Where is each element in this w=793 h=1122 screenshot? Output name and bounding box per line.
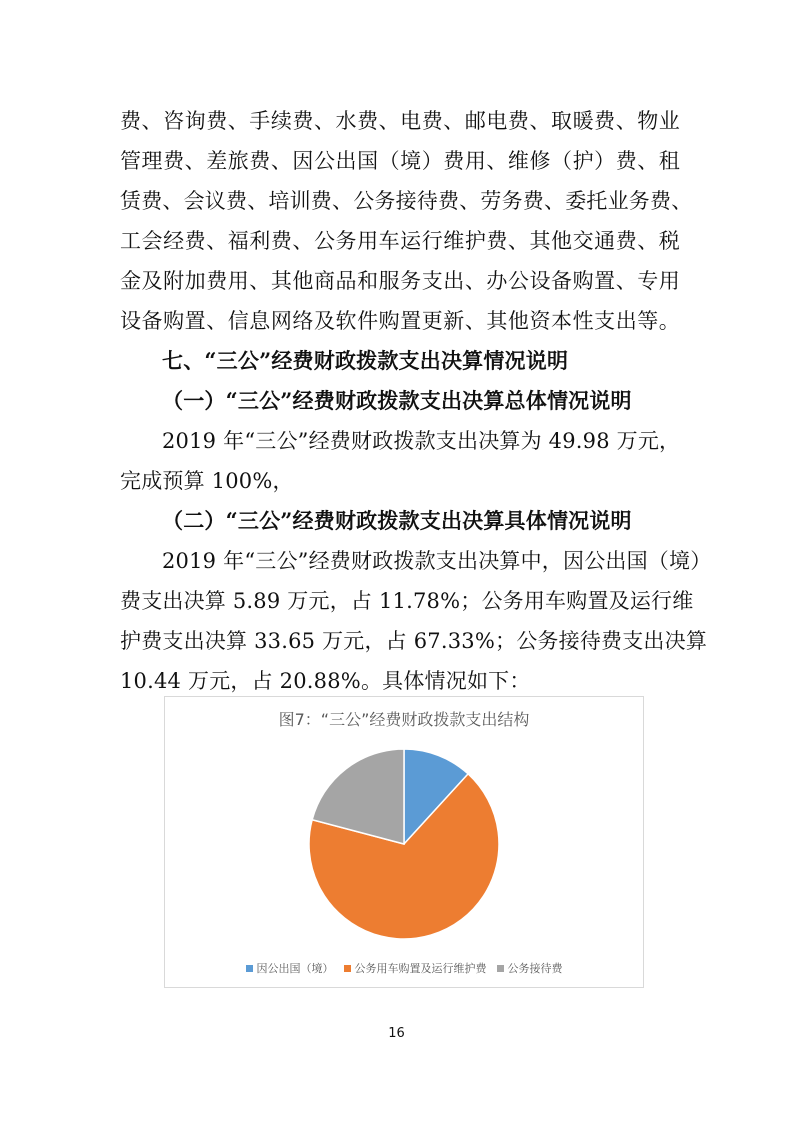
body-text-line: 2019 年“三公”经费财政拨款支出决算中，因公出国（境）: [162, 549, 712, 573]
body-text-line: 管理费、差旅费、因公出国（境）费用、维修（护）费、租: [120, 149, 680, 173]
body-text-line: 设备购置、信息网络及软件购置更新、其他资本性支出等。: [120, 309, 680, 333]
legend-label: 因公出国（境）: [256, 962, 334, 975]
body-text-line: 费、咨询费、手续费、水费、电费、邮电费、取暖费、物业: [120, 109, 680, 133]
body-text-line: 金及附加费用、其他商品和服务支出、办公设备购置、专用: [120, 269, 680, 293]
body-text-line: 完成预算 100%，: [120, 469, 294, 493]
body-text-line: 2019 年“三公”经费财政拨款支出决算为 49.98 万元，: [162, 429, 681, 453]
page-number: 16: [388, 1026, 405, 1041]
legend-label: 公务接待费: [507, 962, 563, 975]
subsection-heading-1: （一）“三公”经费财政拨款支出决算总体情况说明: [162, 388, 632, 413]
body-text-line: 工会经费、福利费、公务用车运行维护费、其他交通费、税: [120, 229, 680, 253]
legend-item: [497, 960, 563, 976]
subsection-heading-2: （二）“三公”经费财政拨款支出决算具体情况说明: [162, 508, 632, 533]
chart-title: 图7：“三公”经费财政拨款支出结构: [278, 710, 530, 729]
body-text-line: 赁费、会议费、培训费、公务接待费、劳务费、委托业务费、: [120, 189, 693, 213]
legend-swatch: [344, 965, 351, 972]
legend-item: [344, 960, 487, 976]
pie-chart-plot: [165, 697, 643, 987]
pie-chart: [164, 696, 644, 988]
section-heading: 七、“三公”经费财政拨款支出决算情况说明: [162, 348, 569, 373]
legend-swatch: [246, 965, 253, 972]
legend-label: 公务用车购置及运行维护费: [354, 962, 487, 975]
legend-item: [246, 960, 334, 976]
chart-legend: [165, 960, 643, 976]
body-text-line: 10.44 万元，占 20.88%。具体情况如下：: [120, 669, 531, 693]
legend-swatch: [497, 965, 504, 972]
body-text-line: 费支出决算 5.89 万元，占 11.78%；公务用车购置及运行维: [120, 589, 694, 613]
body-text-line: 护费支出决算 33.65 万元，占 67.33%；公务接待费支出决算: [120, 629, 708, 653]
